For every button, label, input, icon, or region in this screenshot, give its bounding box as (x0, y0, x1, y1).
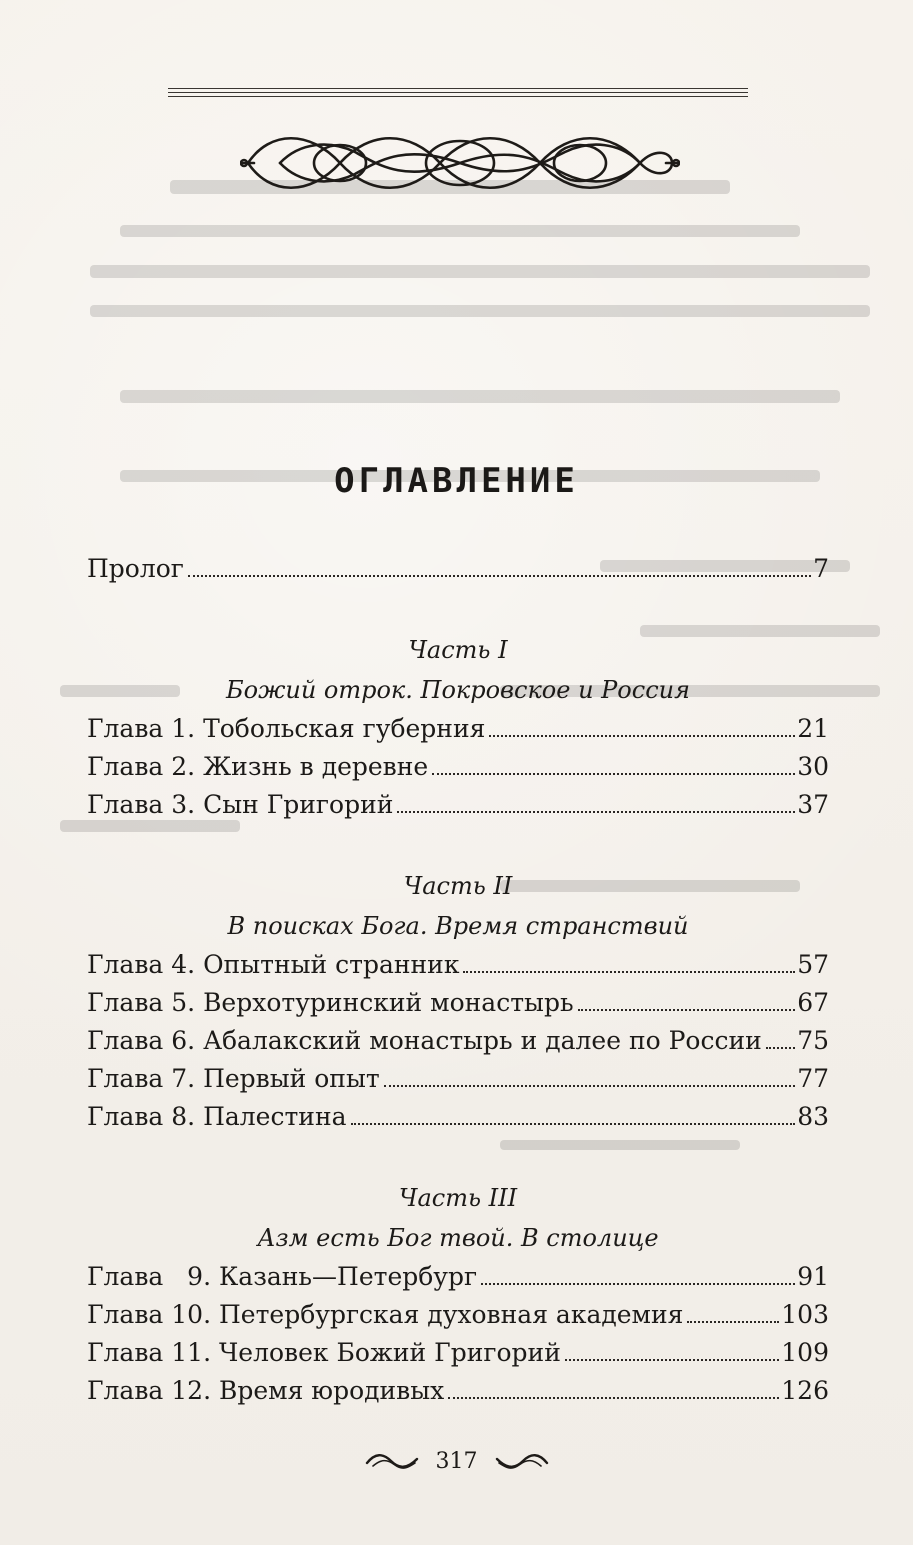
toc-entry[interactable] (87, 984, 829, 1022)
toc-entry-prologue[interactable] (87, 550, 829, 588)
spacer (87, 588, 829, 630)
top-rule (168, 88, 748, 98)
entry-page-number: 91 (797, 1262, 829, 1291)
entry-label: Глава 2. Жизнь в деревне (87, 752, 429, 781)
entry-label: Глава 12. Время юродивых (87, 1376, 445, 1405)
toc-entry[interactable] (87, 786, 829, 824)
part-subtitle: Азм есть Бог твой. В столице (257, 1224, 659, 1252)
table-of-contents (87, 550, 829, 1410)
entry-label: Глава 4. Опытный странник (87, 950, 460, 979)
part-subtitle: В поисках Бога. Время странствий (227, 912, 689, 940)
toc-title: ОГЛАВЛЕНИЕ (334, 461, 579, 501)
dot-leader (489, 735, 795, 737)
entry-page-number: 126 (781, 1376, 829, 1405)
entry-page-number: 37 (797, 790, 829, 819)
dot-leader (578, 1009, 796, 1011)
entry-page-number: 109 (781, 1338, 829, 1367)
dot-leader (351, 1123, 796, 1125)
toc-entry[interactable] (87, 1060, 829, 1098)
dot-leader (463, 971, 795, 973)
entry-page-number: 21 (797, 714, 829, 743)
page-footer (0, 1448, 913, 1474)
dot-leader (384, 1085, 795, 1087)
dot-leader (397, 811, 795, 813)
entry-page-number: 77 (797, 1064, 829, 1093)
toc-entry[interactable] (87, 1022, 829, 1060)
entry-label: Пролог (87, 554, 184, 583)
knot-ornament (240, 122, 680, 204)
dot-leader (188, 575, 811, 577)
dot-leader (448, 1397, 779, 1399)
entry-page-number: 7 (813, 554, 829, 583)
toc-entry[interactable] (87, 946, 829, 984)
dot-leader (481, 1283, 795, 1285)
swash-right-icon (493, 1451, 551, 1471)
toc-entry[interactable] (87, 1372, 829, 1410)
dot-leader (432, 773, 795, 775)
part-heading: Часть III (398, 1184, 518, 1212)
entry-page-number: 83 (797, 1102, 829, 1131)
toc-entry[interactable] (87, 1258, 829, 1296)
toc-entry[interactable] (87, 1098, 829, 1136)
entry-page-number: 103 (781, 1300, 829, 1329)
entry-page-number: 30 (797, 752, 829, 781)
page-number: 317 (435, 1448, 478, 1474)
entry-label: Глава 11. Человек Божий Григорий (87, 1338, 561, 1367)
entry-label: Глава 7. Первый опыт (87, 1064, 380, 1093)
toc-entry[interactable] (87, 1296, 829, 1334)
toc-entry[interactable] (87, 710, 829, 748)
entry-page-number: 57 (797, 950, 829, 979)
entry-label: Глава 6. Абалакский монастырь и далее по России (87, 1026, 762, 1055)
spacer (87, 824, 829, 866)
spacer (87, 1136, 829, 1178)
entry-page-number: 75 (797, 1026, 829, 1055)
part-heading: Часть II (403, 872, 513, 900)
part-heading: Часть I (408, 636, 508, 664)
entry-label: Глава 3. Сын Григорий (87, 790, 394, 819)
part-subtitle: Божий отрок. Покровское и Россия (226, 676, 690, 704)
toc-entry[interactable] (87, 748, 829, 786)
entry-label: Глава 9. Казань—Петербург (87, 1262, 478, 1291)
dot-leader (565, 1359, 779, 1361)
entry-label: Глава 5. Верхотуринский монастырь (87, 988, 574, 1017)
entry-page-number: 67 (797, 988, 829, 1017)
dot-leader (687, 1321, 779, 1323)
entry-label: Глава 8. Палестина (87, 1102, 347, 1131)
entry-label: Глава 10. Петербургская духовная академия (87, 1300, 684, 1329)
entry-label: Глава 1. Тобольская губерния (87, 714, 486, 743)
swash-left-icon (363, 1451, 421, 1471)
toc-entry[interactable] (87, 1334, 829, 1372)
dot-leader (766, 1047, 795, 1049)
